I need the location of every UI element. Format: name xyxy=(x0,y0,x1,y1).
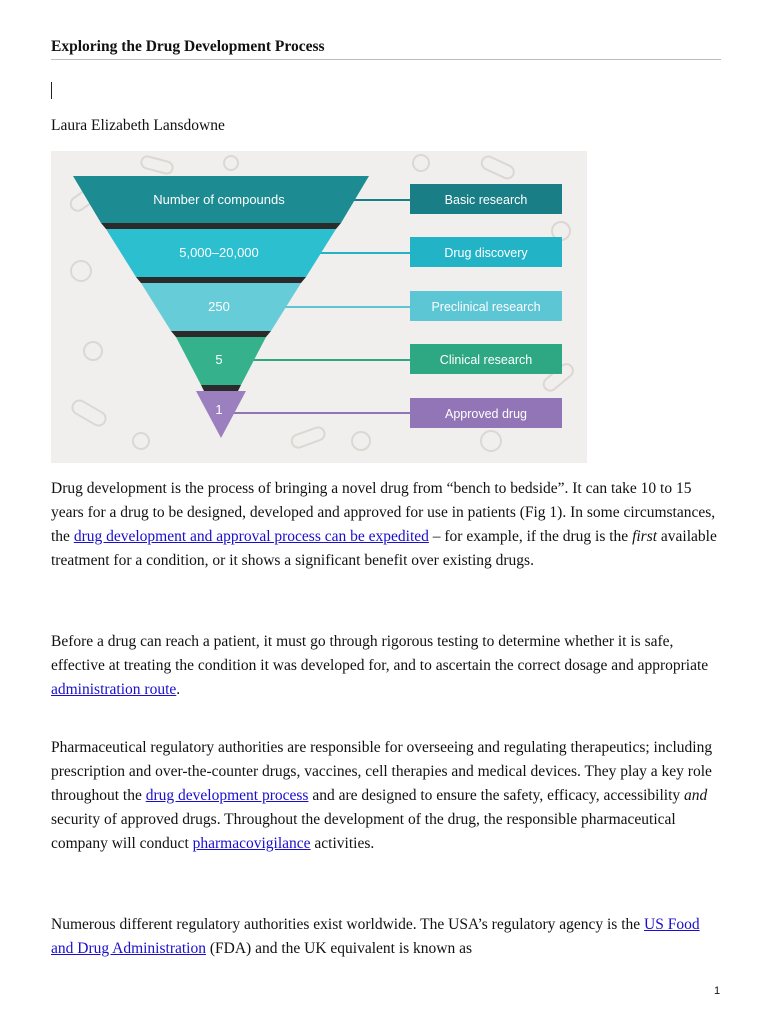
paragraph-3: Pharmaceutical regulatory authorities are responsible for overseeing and regulating therapeutics; including prescription and over-the-counter drugs, vaccines, cell therapies and medical devices. They play a key role throughout the drug development process and are designed to ensure the safety, efficacy, accessibility and security of approved drugs. Throughout the development of the drug, the responsible pharmaceutical company will conduct pharmacovigilance activities. xyxy=(51,739,713,852)
stage-label-5: Approved drug xyxy=(444,407,528,421)
funnel-count-4: 5 xyxy=(215,352,223,367)
text-cursor xyxy=(51,82,52,99)
link-administration-route[interactable]: administration route xyxy=(51,681,177,698)
link-pharmacovigilance[interactable]: pharmacovigilance xyxy=(192,835,311,852)
stage-label-3: Preclinical research xyxy=(431,300,541,314)
page-number: 1 xyxy=(714,985,721,997)
stage-label-4: Clinical research xyxy=(439,353,533,367)
stage-label-2: Drug discovery xyxy=(444,246,528,260)
funnel-count-1: Number of compounds xyxy=(153,192,285,207)
link-us-fda[interactable]: US Food and Drug Administration xyxy=(51,916,700,957)
link-drug-development-process[interactable]: drug development process xyxy=(145,787,309,804)
funnel-count-3: 250 xyxy=(208,299,230,314)
funnel-count-5: 1 xyxy=(215,402,223,417)
document-title: Exploring the Drug Development Process xyxy=(51,38,721,60)
funnel-count-2: 5,000–20,000 xyxy=(179,245,259,260)
paragraph-4: Numerous different regulatory authorities exist worldwide. The USA’s regulatory agency is the US Food and Drug Administration (FDA) and the UK equivalent is known as xyxy=(51,916,700,957)
stage-label-1: Basic research xyxy=(444,193,528,207)
paragraph-1: Drug development is the process of bringing a novel drug from “bench to bedside”. It can take 10 to 15 years for a drug to be designed, developed and approved for use in patients (Fig 1). In some circumstances, the drug development and approval process can be expedited – for example, if the drug is the first available treatment for a condition, or it shows a significant benefit over existing drugs. xyxy=(51,480,717,569)
link-expedited-approval[interactable]: drug development and approval process can be expedited xyxy=(73,528,429,545)
author-name: Laura Elizabeth Lansdowne xyxy=(51,117,225,134)
drug-development-funnel-figure xyxy=(51,151,587,463)
paragraph-2: Before a drug can reach a patient, it must go through rigorous testing to determine whether it is safe, effective at treating the condition it was developed for, and to ascertain the correct dosage and appropriate administration route. xyxy=(51,633,709,698)
